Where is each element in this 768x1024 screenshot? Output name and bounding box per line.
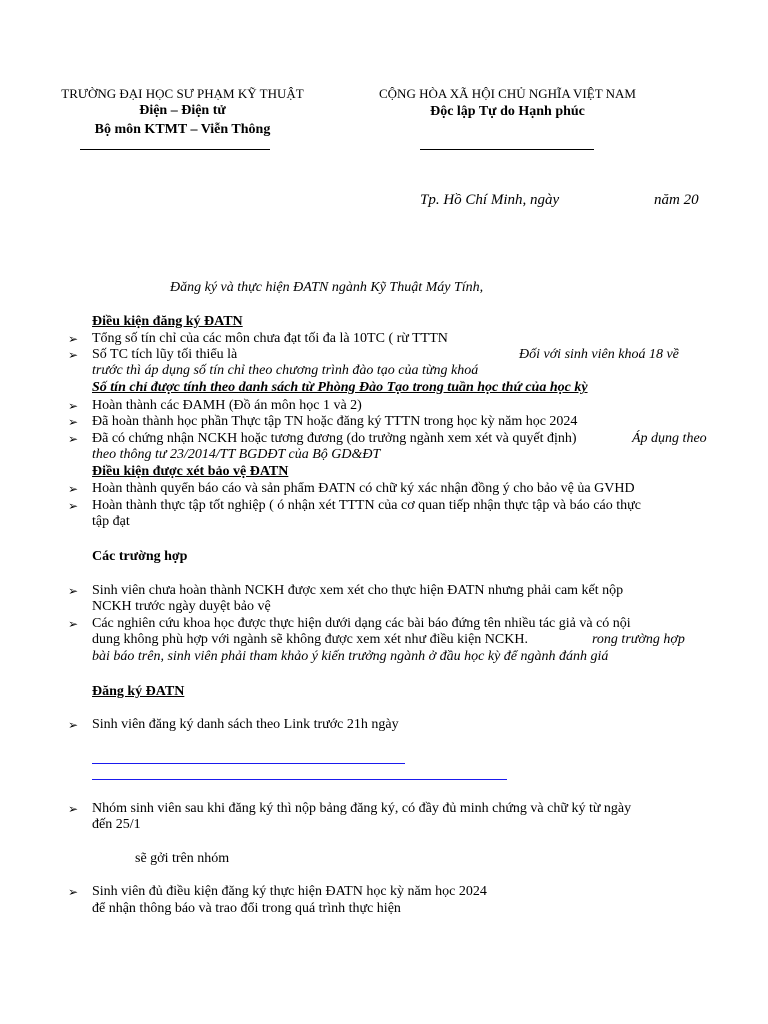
arrowhead-bullet-icon: ➢ <box>68 617 79 631</box>
list-item-note: Áp dụng theo <box>632 431 707 446</box>
list-item-continuation: trước thì áp dụng số tín chỉ theo chương trình đào tạo của từng khoá <box>92 363 479 378</box>
arrowhead-bullet-icon: ➢ <box>68 348 79 362</box>
list-item-continuation: tập đạt <box>92 514 130 529</box>
section-heading-registration: Đăng ký ĐATN <box>92 684 185 699</box>
arrowhead-bullet-icon: ➢ <box>68 482 79 496</box>
department-name: Bộ môn KTMT – Viễn Thông <box>94 122 271 137</box>
faculty-name: Điện – Điện tử <box>139 103 226 118</box>
arrowhead-bullet-icon: ➢ <box>68 432 79 446</box>
list-item: Hoàn thành các ĐAMH (Đồ án môn học 1 và 2) <box>92 398 362 413</box>
arrowhead-bullet-icon: ➢ <box>68 885 79 899</box>
list-item: Đã hoàn thành học phần Thực tập TN hoặc đăng ký TTTN trong học kỳ năm học 2024 <box>92 414 578 429</box>
arrowhead-bullet-icon: ➢ <box>68 718 79 732</box>
arrowhead-bullet-icon: ➢ <box>68 399 79 413</box>
arrowhead-bullet-icon: ➢ <box>68 802 79 816</box>
section-heading-defense-conditions: Điều kiện được xét bảo vệ ĐATN <box>92 464 289 479</box>
list-item-continuation: NCKH trước ngày duyệt bảo vệ <box>92 599 271 614</box>
group-note: sẽ gởi trên nhóm <box>135 851 230 866</box>
list-item-continuation: để nhận thông báo và trao đổi trong quá trình thực hiện <box>92 901 401 916</box>
list-item: Sinh viên chưa hoàn thành NCKH được xem xét cho thực hiện ĐATN nhưng phải cam kết nộp <box>92 583 624 598</box>
header-right-rule <box>420 149 594 150</box>
header-left-rule <box>80 149 270 150</box>
list-item: Sinh viên đăng ký danh sách theo Link trước 21h ngày <box>92 717 399 732</box>
section-heading-registration-conditions: Điều kiện đăng ký ĐATN <box>92 314 243 329</box>
list-item: Tổng số tín chỉ của các môn chưa đạt tối đa là 10TC ( rừ TTTN <box>92 331 448 346</box>
section-heading-cases: Các trường hợp <box>92 549 188 564</box>
date-place: Tp. Hồ Chí Minh, ngày <box>420 192 560 208</box>
registration-link-1[interactable] <box>92 763 405 764</box>
arrowhead-bullet-icon: ➢ <box>68 499 79 513</box>
country-name: CỘNG HÒA XÃ HỘI CHỦ NGHĨA VIỆT NAM <box>379 86 636 101</box>
list-item-continuation: dung không phù hợp với ngành sẽ không được xem xét như điều kiện NCKH. <box>92 632 528 647</box>
list-item: Hoàn thành thực tập tốt nghiệp ( ó nhận xét TTTN của cơ quan tiếp nhận thực tập và báo cáo thực <box>92 498 641 513</box>
date-year: năm 20 <box>654 192 699 208</box>
list-item: Hoàn thành quyển báo cáo và sản phẩm ĐATN có chữ ký xác nhận đồng ý cho bảo vệ ủa GVHD <box>92 481 635 496</box>
list-item: Đã có chứng nhận NCKH hoặc tương đương (do trưởng ngành xem xét và quyết định) <box>92 431 577 446</box>
arrowhead-bullet-icon: ➢ <box>68 415 79 429</box>
list-item-continuation: đến 25/1 <box>92 817 141 832</box>
motto: Độc lập Tự do Hạnh phúc <box>430 104 585 119</box>
list-item-note: rong trường hợp <box>592 632 685 647</box>
list-item: Các nghiên cứu khoa học được thực hiện dưới dạng các bài báo đứng tên nhiều tác giả và có nội <box>92 616 631 631</box>
list-item: Nhóm sinh viên sau khi đăng ký thì nộp bảng đăng ký, có đầy đủ minh chứng và chữ ký từ ngày <box>92 801 632 816</box>
registration-link-2[interactable] <box>92 779 507 780</box>
list-item-continuation: theo thông tư 23/2014/TT BGDĐT của Bộ GD&ĐT <box>92 447 381 462</box>
list-item-continuation: bài báo trên, sinh viên phải tham khảo ý kiến trưởng ngành ở đầu học kỳ để ngành đánh giá <box>92 649 609 664</box>
school-name: TRƯỜNG ĐẠI HỌC SƯ PHẠM KỸ THUẬT <box>61 86 304 101</box>
document-title: Đăng ký và thực hiện ĐATN ngành Kỹ Thuật Máy Tính, <box>170 280 484 295</box>
arrowhead-bullet-icon: ➢ <box>68 584 79 598</box>
list-item: Số TC tích lũy tối thiểu là <box>92 347 238 362</box>
arrowhead-bullet-icon: ➢ <box>68 332 79 346</box>
credit-count-note: Số tín chỉ được tính theo danh sách từ Phòng Đào Tạo trong tuần học thứ của học kỳ <box>92 380 588 395</box>
list-item: Sinh viên đủ điều kiện đăng ký thực hiện ĐATN học kỳ năm học 2024 <box>92 884 487 899</box>
list-item-note: Đối với sinh viên khoá 18 về <box>519 347 679 362</box>
